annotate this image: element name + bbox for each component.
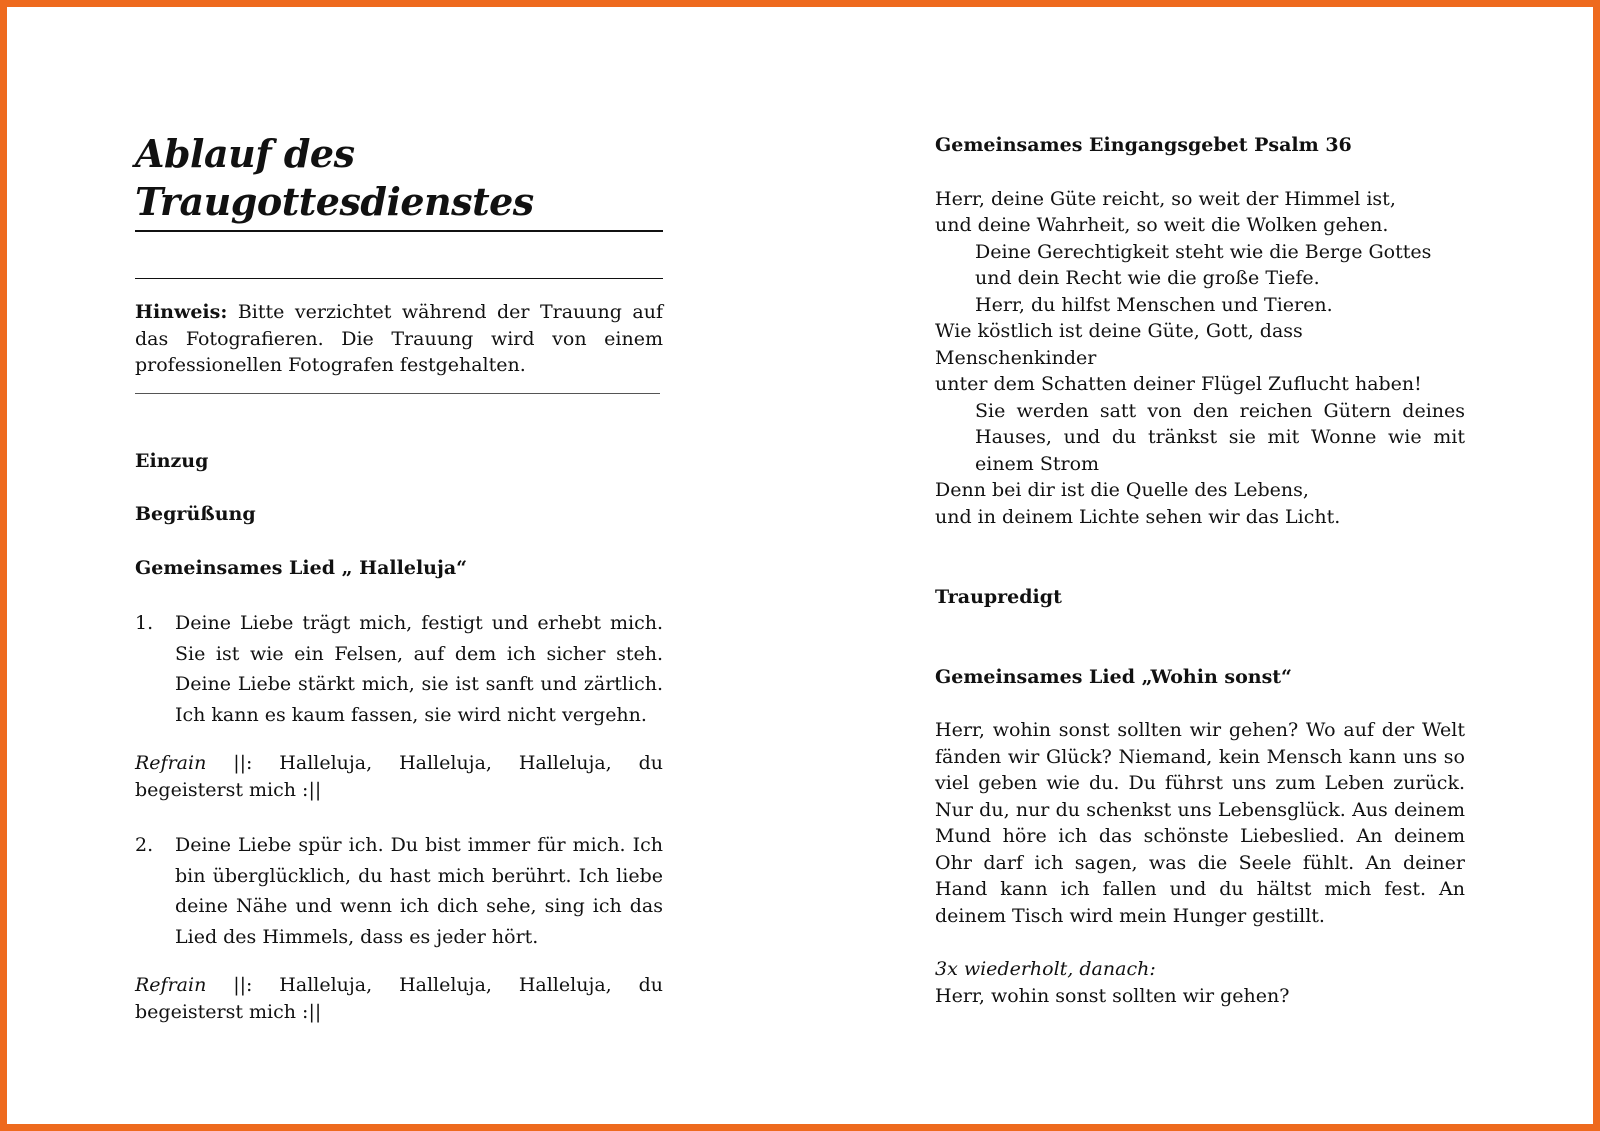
refrain-1 [135,750,663,803]
psalm-text [935,186,1465,531]
verse-number: 2. [135,834,154,856]
verse-line: Deine Liebe spür ich. Du bist immer für mich. Ich [175,834,663,856]
verse-line: bin überglücklich, du hast mich berührt. Ich liebe [175,864,663,887]
psalm-line: und dein Recht wie die große Tiefe. [975,267,1320,289]
verse-line: Sie ist wie ein Felsen, auf dem ich sicher steh. [175,642,663,665]
right-column [935,132,1465,1009]
refrain-text: ||: Halleluja, Halleluja, Halleluja, du begeisterst mich :|| [135,752,663,801]
refrain-2 [135,972,663,1025]
left-column [135,130,663,1025]
verse-2 [135,830,663,952]
psalm-line: und deine Wahrheit, so weit die Wolken gehen. [935,214,1389,236]
verse-number: 1. [135,612,154,634]
psalm-line: Herr, du hilfst Menschen und Tieren. [975,293,1333,316]
psalm-line: Menschenkinder [935,346,1097,369]
psalm-line: und in deinem Lichte sehen wir das Licht. [935,505,1341,528]
heading-lied-wohin-sonst: Gemeinsames Lied „Wohin sonst“ [935,665,1292,688]
hint-text: Bitte verzichtet während der Trauung auf das Fotografieren. Die Trauung wird von einem professionellen Fotografen festgehalten. [135,301,663,376]
heading-traupredigt: Traupredigt [935,586,1062,608]
verse-text [175,608,663,730]
heading-lied-halleluja: Gemeinsames Lied „ Halleluja“ [135,556,468,579]
verse-1 [135,608,663,730]
repeat-instruction: 3x wiederholt, danach: [935,958,1156,980]
repeat-line: Herr, wohin sonst sollten wir gehen? [935,984,1290,1007]
psalm-line: Hauses, und du tränkst sie mit Wonne wie mit [975,426,1465,448]
refrain-text: ||: Halleluja, Halleluja, Halleluja, du begeisterst mich :|| [135,974,663,1023]
psalm-line: Sie werden satt von den reichen Gütern deines [975,399,1465,422]
refrain-label: Refrain [135,974,207,996]
verse-line: Deine Liebe stärkt mich, sie ist sanft und zärtlich. [175,673,663,695]
verse-line: Ich kann es kaum fassen, sie wird nicht vergehn. [175,703,647,726]
heading-begruessung: Begrüßung [135,503,256,525]
verse-text [175,830,663,952]
page-title: Ablauf des Traugottesdienstes [135,130,663,232]
psalm-line: Herr, deine Güte reicht, so weit der Himmel ist, [935,187,1396,210]
psalm-line: unter dem Schatten deiner Flügel Zuflucht haben! [935,373,1422,395]
heading-einzug: Einzug [135,449,209,472]
hint-paragraph [135,299,663,379]
verse-line: Deine Liebe trägt mich, festigt und erhebt mich. [175,612,663,634]
repeat-note [935,956,1465,1009]
hint-divider [135,393,660,394]
psalm-line: einem Strom [975,452,1100,475]
psalm-line: Denn bei dir ist die Quelle des Lebens, [935,479,1309,501]
verse-line: deine Nähe und wenn ich dich sehe, sing ich das [175,895,663,917]
verse-line: Lied des Himmels, dass es jeder hört. [175,925,539,948]
heading-psalm: Gemeinsames Eingangsgebet Psalm 36 [935,134,1352,156]
psalm-line: Deine Gerechtigkeit steht wie die Berge Gottes [975,240,1432,263]
lied-wohin-sonst-text: Herr, wohin sonst sollten wir gehen? Wo auf der Welt fänden wir Glück? Niemand, kein Mensch kann uns so viel geben wie du. Du führst uns zum Leben zurück. Nur du, nur du schenkst uns Lebensglück. Aus deinem Mund höre ich das schönste Liebeslied. An deinem Ohr darf ich sagen, was die Seele fühlt. An deiner Hand kann ich fallen und du hältst mich fest. An deinem Tisch wird mein Hunger gestillt. [935,719,1465,927]
psalm-line: Wie köstlich ist deine Güte, Gott, dass [935,320,1303,342]
hint-label: Hinweis: [135,301,228,323]
refrain-label: Refrain [135,752,207,774]
title-divider [135,278,663,279]
